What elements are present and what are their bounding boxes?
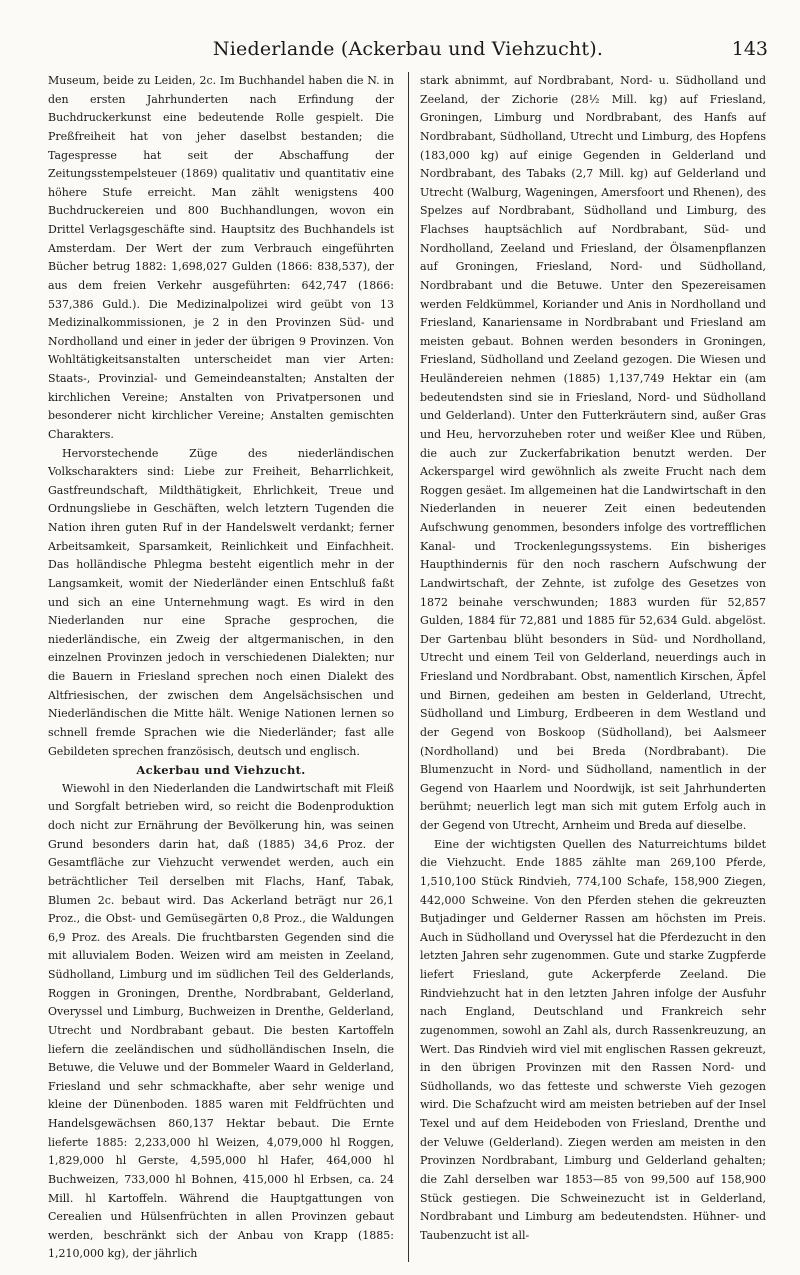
- page-header: [44, 38, 772, 64]
- text-columns: [48, 72, 774, 1267]
- paragraph-left-2: Hervorstechende Züge des niederländischen Volkscharakters sind: Liebe zur Freiheit, Beharrlichkeit, Gastfreundschaft, Mildthätigkeit, Ehrlichkeit, Treue und Ordnungsliebe in Geschäften, welch letztern Tugenden die Nation ihren guten Ruf in der Handelswelt verdankt; ferner Arbeitsamkeit, Sparsamkeit, Reinlichkeit und Einfachheit. Das holländische Phlegma besteht eigentlich mehr in der Langsamkeit, womit der Niederländer einen Entschluß faßt und sich an eine Unternehmung wagt. Es wird in den Niederlanden nur eine Sprache gesprochen, die niederländische, ein Zweig der altgermanischen, in den einzelnen Provinzen jedoch in verschiedenen Dialekten; nur die Bauern in Friesland sprechen noch einen Dialekt des Altfriesischen, der zwischen dem Angelsächsischen und Niederländischen die Mitte hält. Wenige Nationen lernen so schnell fremde Sprachen wie die Niederländer; fast alle Gebildeten sprechen französisch, deutsch und englisch.: [48, 446, 394, 758]
- paragraph-right-2: Eine der wichtigsten Quellen des Naturreichtums bildet die Viehzucht. Ende 1885 zählte man 269,100 Pferde, 1,510,100 Stück Rindvieh, 774,100 Schafe, 158,900 Ziegen, 442,000 Schweine. Von den Pferden stehen die gekreuzten Butjadinger und Gelderner Rassen am höchsten im Preis. Auch in Südholland und Overyssel hat die Pferdezucht in den letzten Jahren sehr zugenommen. Gute und starke Zugpferde liefert Friesland, gute Ackerpferde Zeeland. Die Rindviehzucht hat in den letzten Jahren infolge der Ausfuhr nach England, Deutschland und Frankreich sehr zugenommen, sowohl an Zahl als, durch Rassenkreuzung, an Wert. Das Rindvieh wird viel mit englischen Rassen gekreuzt, in den übrigen Provinzen mit den Rassen Nord- und Südhollands, wo das fetteste und schwerste Vieh gezogen wird. Die Schafzucht wird am meisten betrieben auf der Insel Texel und auf dem Heideboden von Friesland, Drenthe und der Veluwe (Gelderland). Ziegen werden am meisten in den Provinzen Nordbrabant, Limburg und Gelderland gehalten; die Zahl derselben war 1853—85 von 99,500 auf 158,900 Stück gestiegen. Die Schweinezucht ist in Gelderland, Nordbrabant und Limburg am bedeutendsten. Hühner- und Taubenzucht ist all-: [420, 837, 766, 1242]
- paragraph-right-1: stark abnimmt, auf Nordbrabant, Nord- u. Südholland und Zeeland, der Zichorie (28½ Mill. kg) auf Friesland, Groningen, Limburg und Nordbrabant, des Hanfs auf Nordbrabant, Südholland, Utrecht und Limburg, des Hopfens (183,000 kg) auf einige Gegenden in Gelderland und Nordbrabant, des Tabaks (2,7 Mill. kg) auf Gelderland und Utrecht (Walburg, Wageningen, Amersfoort und Rhenen), des Spelzes auf Nordbrabant, Südholland und Limburg, des Flachses hauptsächlich auf Nordbrabant, Süd- und Nordholland, Zeeland und Friesland, der Ölsamenpflanzen auf Groningen, Friesland, Nord- und Südholland, Nordbrabant und die Betuwe. Unter den Spezereisamen werden Feldkümmel, Koriander und Anis in Nordholland und Friesland, Kanariensame in Nordbrabant und Friesland am meisten gebaut. Bohnen werden besonders in Groningen, Friesland, Südholland und Zeeland gezogen. Die Wiesen und Heuländereien nehmen (1885) 1,137,749 Hektar ein (am bedeutendsten sind sie in Friesland, Nord- und Südholland und Gelderland). Unter den Futterkräutern sind, außer Gras und Heu, hervorzuheben roter und weißer Klee und Rüben, die auch zur Zuckerfabrikation benutzt werden. Der Ackerspargel wird gewöhnlich als zweite Frucht nach dem Roggen gesäet. Im allgemeinen hat die Landwirtschaft in den Niederlanden in neuerer Zeit einen bedeutenden Aufschwung genommen, besonders infolge des vortrefflichen Kanal- und Trockenlegungssystems. Ein bisheriges Haupthindernis für den noch raschern Aufschwung der Landwirtschaft, der Zehnte, ist zufolge des Gesetzes von 1872 beinahe verschwunden; 1883 wurden für 52,857 Gulden, 1884 für 72,881 und 1885 für 52,634 Guld. abgelöst. Der Gartenbau blüht besonders in Süd- und Nordholland, Utrecht und einem Teil von Gelderland, neuerdings auch in Friesland und Nordbrabant. Obst, namentlich Kirschen, Äpfel und Birnen, gedeihen am besten in Gelderland, Utrecht, Südholland und Limburg, Erdbeeren in dem Westland und der Gegend von Boskoop (Südholland), bei Aalsmeer (Nordholland) und bei Breda (Nordbrabant). Die Blumenzucht in Nord- und Südholland, namentlich in der Gegend von Haarlem und Noordwijk, ist seit Jahrhunderten berühmt; neuerlich legt man sich mit gutem Erfolg auch in der Gegend von Utrecht, Arnheim und Breda auf dieselbe.: [420, 74, 766, 832]
- paragraph-left-3: Wiewohl in den Niederlanden die Landwirtschaft mit Fleiß und Sorgfalt betrieben wird, so reicht die Bodenproduktion doch nicht zur Ernährung der Bevölkerung hin, was seinen Grund besonders darin hat, daß (1885) 34,6 Proz. der Gesamtfläche zur Viehzucht verwendet werden, auch ein beträchtlicher Teil derselben mit Flachs, Hanf, Tabak, Blumen 2c. bebaut wird. Das Ackerland beträgt nur 26,1 Proz., die Obst- und Gemüsegärten 0,8 Proz., die Waldungen 6,9 Proz. des Areals. Die fruchtbarsten Gegenden sind die mit alluvialem Boden. Weizen wird am meisten in Zeeland, Südholland, Limburg und im südlichen Teil des Gelderlands, Roggen in Groningen, Drenthe, Nordbrabant, Gelderland, Overyssel und Limburg, Buchweizen in Drenthe, Gelderland, Utrecht und Nordbrabant gebaut. Die besten Kartoffeln liefern die zeeländischen und südholländischen Inseln, die Betuwe, die Veluwe und der Bommeler Waard in Gelderland, Friesland und sehr schmackhafte, aber sehr wenige und kleine der Dünenboden. 1885 waren mit Feldfrüchten und Handelsgewächsen 860,137 Hektar bebaut. Die Ernte lieferte 1885: 2,233,000 hl Weizen, 4,079,000 hl Roggen, 1,829,000 hl Gerste, 4,595,000 hl Hafer, 464,000 hl Buchweizen, 733,000 hl Bohnen, 415,000 hl Erbsen, ca. 24 Mill. hl Kartoffeln. Während die Hauptgattungen von Cerealien und Hülsenfrüchten in allen Provinzen gebaut werden, beschränkt sich der Anbau von Krapp (1885: 1,210,000 kg), der jährlich: [48, 781, 394, 1261]
- left-column: [48, 72, 394, 1267]
- column-divider: [408, 72, 409, 1262]
- page-number: 143: [731, 38, 768, 60]
- paragraph-left-1: Museum, beide zu Leiden, 2c. Im Buchhandel haben die N. in den ersten Jahrhunderten nach Erfindung der Buchdruckerkunst eine bedeutende Rolle gespielt. Die Preßfreiheit hat von jeher daselbst bestanden; die Tagespresse hat seit der Abschaffung der Zeitungsstempelsteuer (1869) qualitativ und quantitativ eine höhere Stufe erreicht. Man zählt wenigstens 400 Buchdruckereien und 800 Buchhandlungen, wovon ein Drittel Verlagsgeschäfte sind. Hauptsitz des Buchhandels ist Amsterdam. Der Wert der zum Verbrauch eingeführten Bücher betrug 1882: 1,698,027 Gulden (1866: 838,537), der aus dem freien Verkehr ausgeführten: 642,747 (1866: 537,386 Guld.). Die Medizinalpolizei wird geübt von 13 Medizinalkommissionen, je 2 in den Provinzen Süd- und Nordholland und einer in jeder der übrigen 9 Provinzen. Von Wohltätigkeitsanstalten unterscheidet man vier Arten: Staats-, Provinzial- und Gemeindeanstalten; Anstalten der kirchlichen Vereine; Anstalten von Privatpersonen und besonderer nicht kirchlicher Vereine; Anstalten gemischten Charakters.: [48, 74, 394, 441]
- right-column: [420, 72, 766, 1267]
- section-heading: Ackerbau und Viehzucht.: [136, 763, 306, 778]
- running-title: Niederlande (Ackerbau und Viehzucht).: [212, 38, 604, 60]
